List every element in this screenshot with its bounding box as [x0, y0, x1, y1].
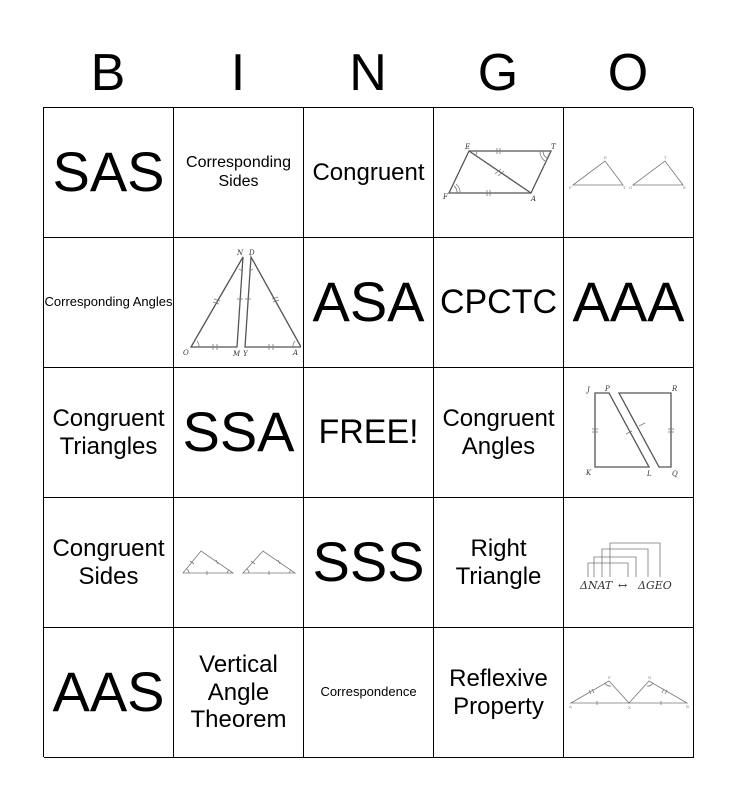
vertex-label: A: [292, 348, 298, 357]
cell-text: Vertical Angle Theorem: [190, 651, 287, 734]
cell-text: AAS: [52, 660, 165, 724]
bingo-card: [43, 107, 693, 757]
cell-text: SSA: [182, 400, 295, 464]
correspondence-arrow: ↔: [617, 578, 627, 592]
svg-text:N: N: [647, 674, 651, 680]
bingo-cell[interactable]: [564, 108, 694, 238]
bingo-cell[interactable]: [434, 238, 564, 368]
cell-text: Reflexive Property: [449, 664, 548, 720]
bingo-cell[interactable]: [564, 628, 694, 758]
svg-text:T: T: [663, 154, 667, 160]
svg-text:B: B: [685, 703, 689, 709]
bingo-cell[interactable]: [174, 498, 304, 628]
vertex-label: O: [182, 348, 189, 357]
bingo-cell[interactable]: [174, 628, 304, 758]
vertex-label: F: [442, 192, 448, 201]
svg-text:E: E: [603, 154, 607, 160]
two-tall-triangles-figure: [177, 247, 301, 359]
cell-text: Congruent Angles: [442, 404, 555, 460]
bingo-cell[interactable]: [434, 368, 564, 498]
bingo-cell[interactable]: [44, 108, 174, 238]
header-letter-n: N: [349, 44, 387, 102]
header-letter-b: B: [90, 44, 126, 102]
bingo-cell[interactable]: [304, 238, 434, 368]
cell-text: ASA: [312, 270, 425, 334]
bingo-cell[interactable]: [44, 368, 174, 498]
cell-text: Right Triangle: [455, 534, 542, 590]
bingo-cell[interactable]: [434, 628, 564, 758]
svg-text:X: X: [627, 704, 631, 710]
bingo-cell[interactable]: [564, 368, 694, 498]
vertex-label: L: [646, 469, 652, 478]
vertex-label: Y: [242, 349, 248, 358]
bingo-cell[interactable]: [304, 108, 434, 238]
cell-text: Correspondence: [320, 684, 417, 700]
svg-text:P: P: [607, 674, 611, 680]
bingo-cell[interactable]: [174, 238, 304, 368]
header-letter-g: G: [477, 44, 519, 102]
svg-text:T: T: [622, 184, 626, 190]
bingo-cell[interactable]: [174, 108, 304, 238]
vertex-label: M: [232, 349, 240, 358]
bingo-header: [43, 40, 693, 106]
header-letter-i: I: [230, 44, 246, 102]
vertex-label: E: [464, 142, 470, 151]
bingo-cell[interactable]: [304, 628, 434, 758]
vertex-label: T: [550, 142, 556, 151]
cell-text: FREE!: [318, 412, 419, 451]
two-triangles-marked-figure: [177, 543, 301, 583]
header-letter-o: O: [607, 44, 649, 102]
two-small-triangles-figure: [567, 153, 691, 193]
cell-text: Congruent Triangles: [52, 404, 165, 460]
trapezoid-square-figure: [579, 383, 679, 483]
correspondence-diagram-figure: [574, 533, 684, 593]
vertex-label: Q: [671, 469, 678, 478]
parallelogram-diagonal-figure: [439, 143, 559, 203]
cell-text: Corresponding Sides: [186, 154, 291, 190]
vertex-label: K: [585, 468, 591, 477]
bingo-cell[interactable]: [174, 368, 304, 498]
bingo-cell[interactable]: [304, 498, 434, 628]
cell-text: AAA: [572, 270, 685, 334]
bingo-cell[interactable]: [434, 108, 564, 238]
bingo-cell[interactable]: [44, 498, 174, 628]
vertex-label: P: [604, 384, 610, 393]
svg-text:E: E: [682, 184, 686, 190]
svg-text:A: A: [568, 703, 572, 709]
bingo-cell[interactable]: [44, 628, 174, 758]
bingo-cell[interactable]: [564, 498, 694, 628]
bingo-cell[interactable]: [304, 368, 434, 498]
cell-text: Congruent: [312, 158, 425, 186]
vertex-label: J: [586, 385, 590, 394]
cell-text: Corresponding Angles: [44, 294, 173, 310]
bingo-cell[interactable]: [44, 238, 174, 368]
svg-text:F: F: [568, 184, 572, 190]
cell-text: SSS: [312, 530, 425, 594]
cell-text: CPCTC: [439, 282, 558, 321]
correspondence-right: ΔGEO: [637, 578, 672, 592]
vertex-label: A: [530, 194, 536, 203]
cell-text: Congruent Sides: [52, 534, 165, 590]
bingo-cell[interactable]: [434, 498, 564, 628]
vertex-label: N: [236, 248, 243, 257]
svg-text:G: G: [628, 184, 632, 190]
adjacent-triangles-figure: [567, 673, 691, 713]
vertex-label: R: [671, 384, 677, 393]
cell-text: SAS: [52, 140, 165, 204]
vertex-label: D: [248, 248, 255, 257]
bingo-cell[interactable]: [564, 238, 694, 368]
correspondence-left: ΔNAT: [579, 578, 612, 592]
